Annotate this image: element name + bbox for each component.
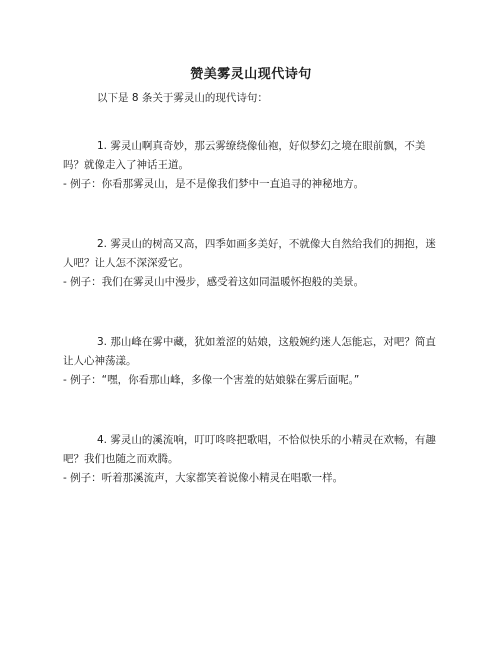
poem-item	[63, 137, 443, 194]
document-title: 赞美雾灵山现代诗句	[190, 67, 312, 82]
poem-text: 1. 雾灵山啊真奇妙，那云雾缭绕像仙袍，好似梦幻之境在眼前飘，不美吗？就像走入了神话王道。	[63, 140, 426, 171]
poem-item	[63, 235, 443, 292]
poem-text: 4. 雾灵山的溪流响，叮叮咚咚把歌唱，不恰似快乐的小精灵在欢畅，有趣吧？我们也随之而欢腾。	[63, 434, 436, 465]
poem-item	[63, 431, 443, 488]
poem-example: - 例子：你看那雾灵山，是不是像我们梦中一直追寻的神秘地方。	[63, 178, 365, 190]
poem-item	[63, 333, 443, 390]
poem-text: 2. 雾灵山的树高又高，四季如画多美好，不就像大自然给我们的拥抱，迷人吧？让人怎不深深爱它。	[63, 238, 436, 269]
poem-example: - 例子：“嘿，你看那山峰，多像一个害羞的姑娘躲在雾后面呢。”	[63, 374, 360, 386]
intro-text: 以下是 8 条关于雾灵山的现代诗句：	[97, 92, 268, 104]
poem-example: - 例子：听着那溪流声，大家都笑着说像小精灵在唱歌一样。	[63, 472, 344, 484]
poem-text: 3. 那山峰在雾中藏，犹如羞涩的姑娘，这般婉约迷人怎能忘，对吧？简直让人心神荡漾。	[63, 336, 436, 367]
poem-example: - 例子：我们在雾灵山中漫步，感受着这如同温暖怀抱般的美景。	[63, 276, 365, 288]
